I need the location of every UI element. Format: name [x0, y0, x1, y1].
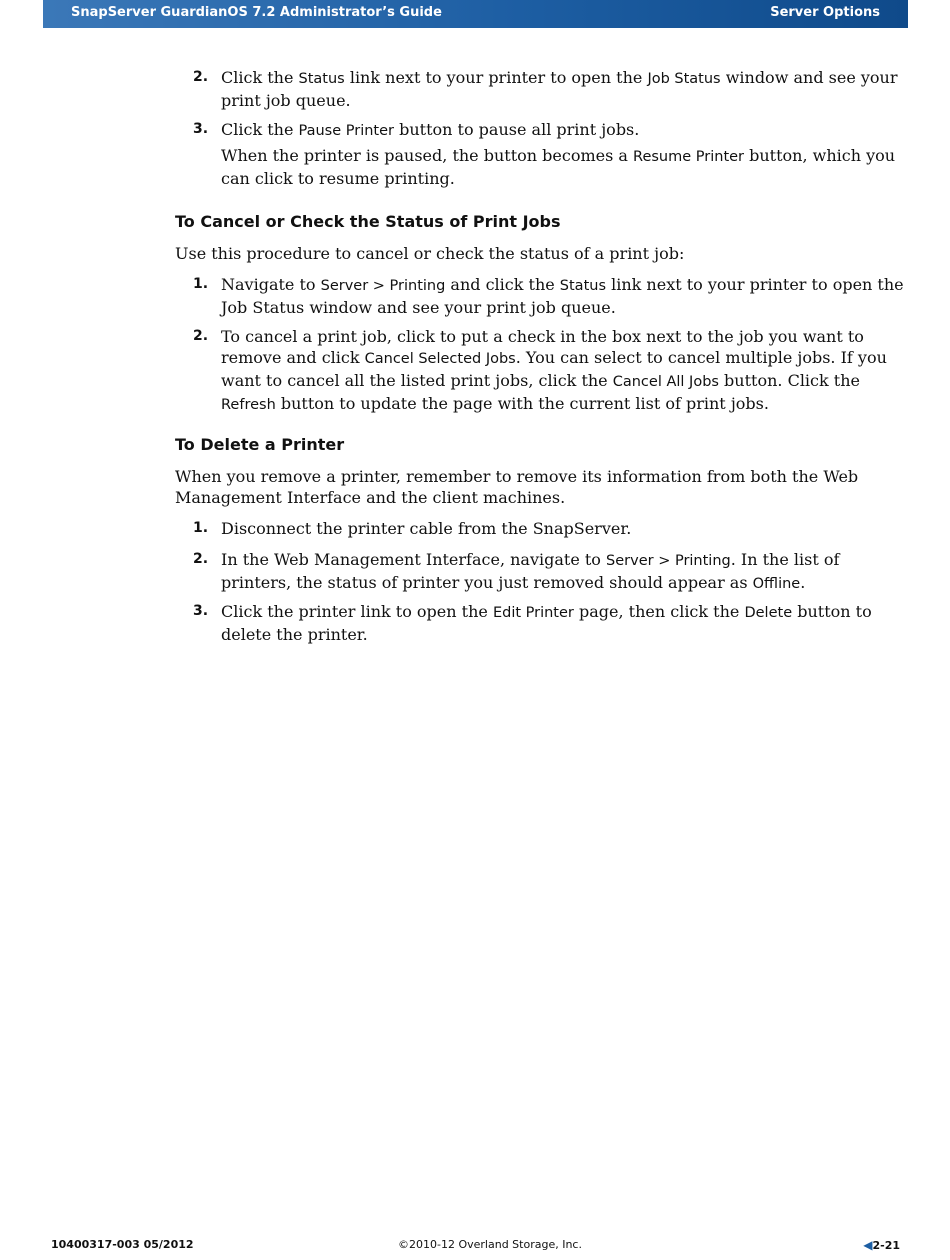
intro-paragraph: When you remove a printer, remember to remove its information from both the Web Management Interface and the client machines. [175, 467, 859, 507]
step-text: To cancel a print job, click to put a check in the box next to the job you want to remove and click Cancel Selected Jobs. You can select to cancel multiple jobs. If you want to cancel all the listed print jobs, click the Cancel All Jobs button. Click the Refresh button to update the page with the current list of print jobs. [221, 327, 887, 413]
document-id: 10400317-003 05/2012 [51, 1238, 194, 1251]
guide-title: SnapServer GuardianOS 7.2 Administrator’s Guide [71, 5, 442, 20]
step-number: 1. [193, 520, 209, 536]
cancel-all-jobs-ref: Cancel All Jobs [612, 374, 719, 390]
previous-page-icon[interactable]: ◀ [863, 1238, 873, 1252]
status-link-ref: Status [559, 278, 607, 294]
step-number: 2. [193, 551, 209, 567]
server-printing-ref: Server > Printing [606, 553, 731, 569]
delete-ref: Delete [744, 605, 793, 621]
section-heading: To Delete a Printer [175, 435, 345, 454]
offline-ref: Offline [752, 576, 801, 592]
step-number: 1. [193, 276, 209, 292]
step-number: 2. [193, 69, 209, 85]
copyright: ©2010-12 Overland Storage, Inc. [398, 1238, 582, 1251]
step-number: 2. [193, 328, 209, 344]
step-text: Click the printer link to open the Edit Printer page, then click the Delete button to delete the printer. [221, 602, 872, 644]
step-number: 3. [193, 603, 209, 619]
section-title: Server Options [770, 5, 880, 20]
resume-printer-ref: Resume Printer [633, 149, 745, 165]
server-printing-ref: Server > Printing [320, 278, 446, 294]
step-text: Click the Pause Printer button to pause all print jobs. [221, 120, 640, 139]
step-text: In the Web Management Interface, navigate to Server > Printing. In the list of printers, the status of printer you just removed should appear as Offline. [221, 550, 840, 592]
intro-paragraph: Use this procedure to cancel or check the status of a print job: [175, 244, 685, 263]
step-number: 3. [193, 121, 209, 137]
section-heading: To Cancel or Check the Status of Print Jobs [175, 212, 561, 231]
refresh-ref: Refresh [221, 397, 276, 413]
step-text: Navigate to Server > Printing and click the Status link next to your printer to open the Job Status window and see your print job queue. [221, 275, 904, 317]
job-status-ref: Job Status [647, 71, 721, 87]
page-header [43, 0, 908, 28]
step-text: Click the Status link next to your printer to open the Job Status window and see your print job queue. [221, 68, 898, 110]
edit-printer-ref: Edit Printer [492, 605, 574, 621]
cancel-selected-jobs-ref: Cancel Selected Jobs [364, 351, 516, 367]
status-link-ref: Status [298, 71, 345, 87]
note-text: When the printer is paused, the button becomes a Resume Printer button, which you can click to resume printing. [221, 146, 896, 188]
step-text: Disconnect the printer cable from the SnapServer. [221, 519, 632, 538]
pause-printer-ref: Pause Printer [298, 123, 395, 139]
page-number: ◀2-21 [863, 1238, 900, 1252]
